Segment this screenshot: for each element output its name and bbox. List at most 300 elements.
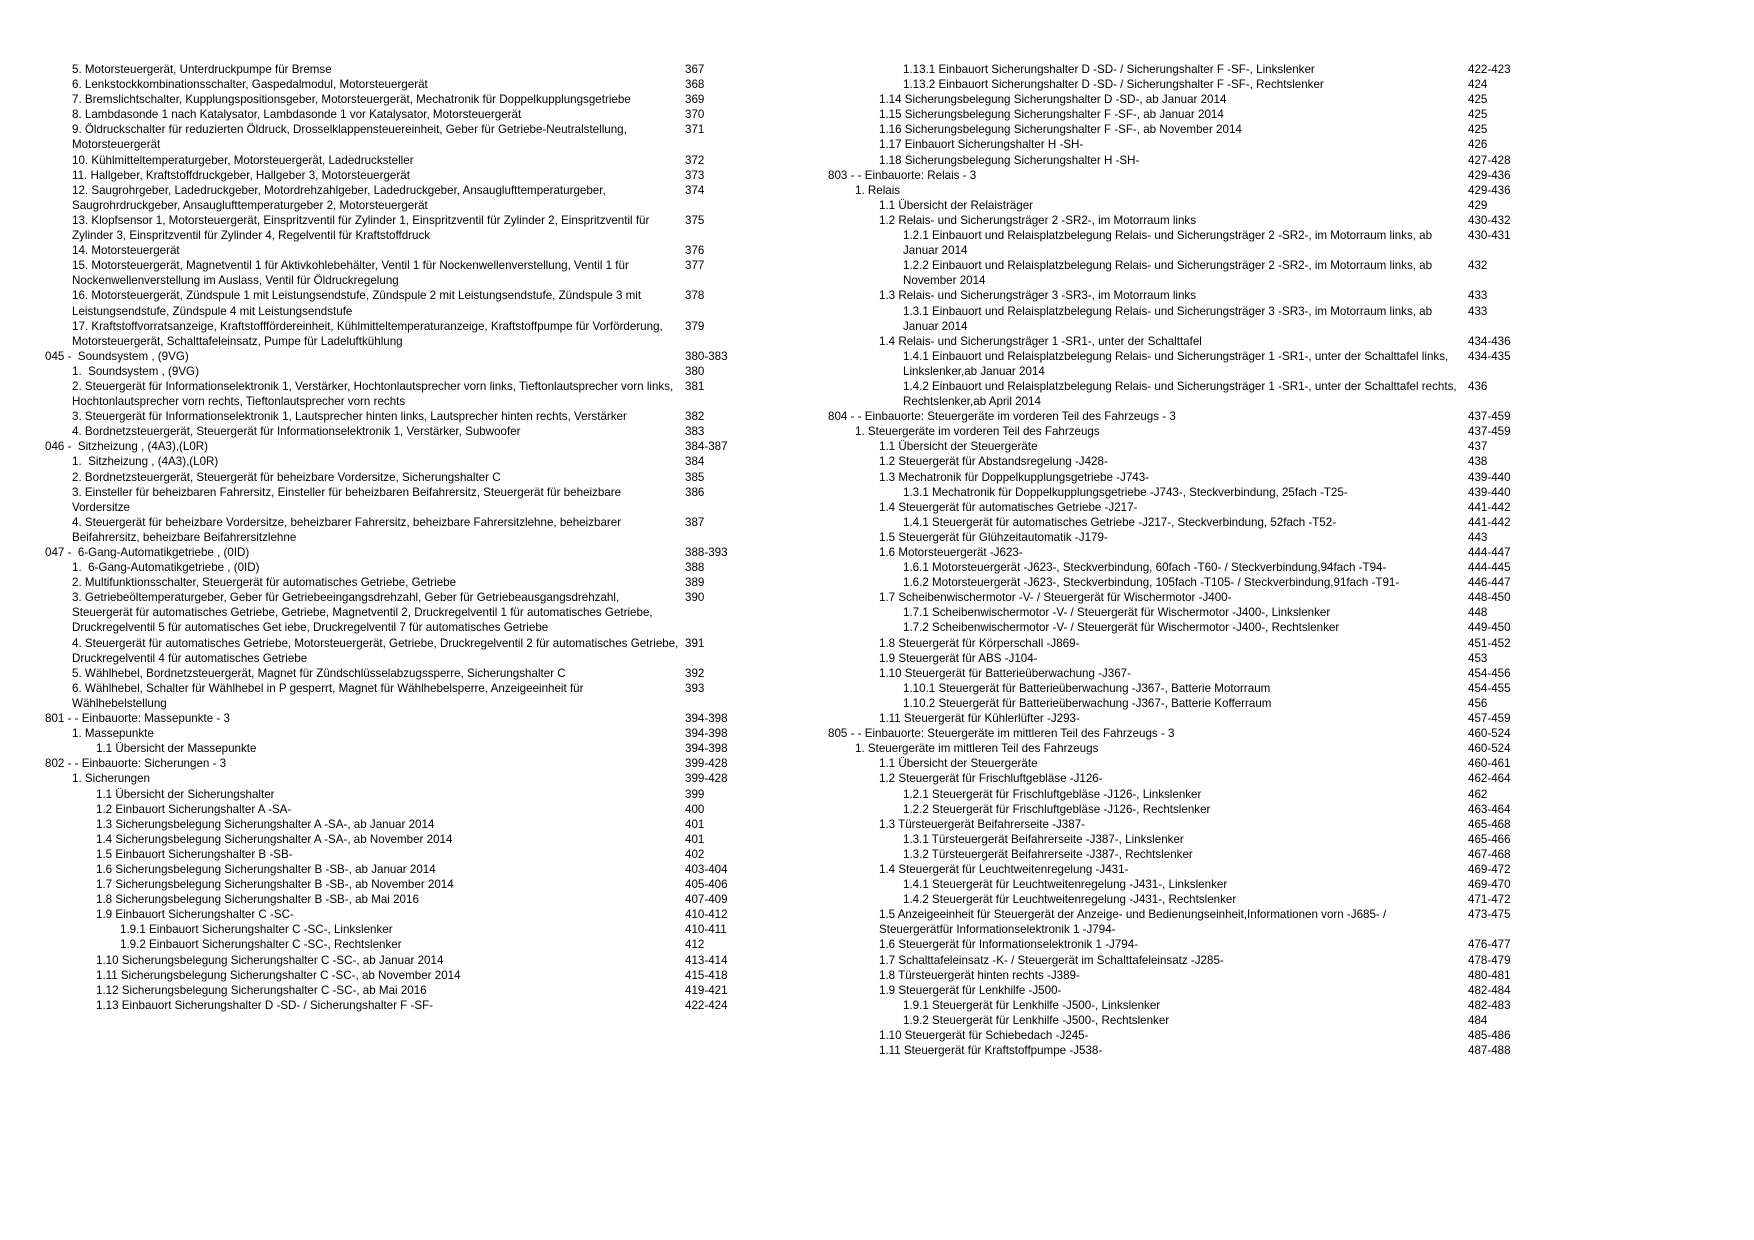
toc-entry [828,741,1528,756]
toc-entry [45,817,745,832]
toc-entry-text: 1.7 Scheibenwischermotor -V- / Steuergerät für Wischermotor -J400- [879,591,1232,605]
toc-entry-pages: 430-432 [1468,213,1511,227]
toc-entry-pages: 425 [1468,93,1488,107]
toc-entry-text: 1.8 Türsteuergerät hinten rechts -J389- [879,968,1080,982]
toc-entry-text: 801 - - Einbauorte: Massepunkte - 3 [45,712,230,726]
toc-entry-pages: 438 [1468,455,1488,469]
toc-entry-pages: 422-423 [1468,63,1511,76]
toc-entry-pages: 372 [685,153,705,167]
toc-entry-pages: 453 [1468,651,1488,665]
toc-entry-pages: 476-477 [1468,938,1511,952]
toc-entry [828,892,1528,907]
toc-entry [828,409,1528,424]
toc-entry [45,213,745,243]
toc-entry [45,862,745,877]
toc-entry [45,847,745,862]
toc-entry-text: 7. Bremslichtschalter, Kupplungspositionsgeber, Motorsteuergerät, Mechatronik für Doppelkupplungsgetriebe [72,93,631,107]
toc-entry-text: 803 - - Einbauorte: Relais - 3 [828,168,977,182]
toc-entry-pages: 436 [1468,379,1488,393]
toc-entry-pages: 482-483 [1468,998,1511,1012]
toc-entry-text: 1.3.1 Einbauort und Relaisplatzbelegung Relais- und Sicherungsträger 3 -SR3-, im Motorraum links, ab Januar 2014 [903,304,1436,333]
toc-entry-pages: 371 [685,123,705,137]
toc-entry [828,500,1528,515]
toc-entry [828,137,1528,152]
toc-entry-pages: 380 [685,364,705,378]
toc-entry-pages: 457-459 [1468,712,1511,726]
toc-entry-pages: 413-414 [685,953,728,967]
toc-entry-text: 1.11 Steuergerät für Kühlerlüfter -J293- [879,712,1080,726]
toc-entry-text: 6. Lenkstockkombinationsschalter, Gaspedalmodul, Motorsteuergerät [72,78,428,92]
toc-entry [45,379,745,409]
toc-entry-pages: 388-393 [685,546,728,559]
toc-entry-pages: 478-479 [1468,953,1511,967]
toc-entry [828,122,1528,137]
toc-entry-pages: 403-404 [685,862,728,876]
toc-entry [45,545,745,560]
toc-entry-text: 14. Motorsteuergerät [72,244,180,258]
toc-entry-pages: 369 [685,93,705,107]
toc-entry-pages: 444-445 [1468,561,1511,575]
toc-entry-text: 1.6 Steuergerät für Informationselektronik 1 -J794- [879,938,1139,952]
toc-entry-text: 1.2.2 Steuergerät für Frischluftgebläse -J126-, Rechtslenker [903,802,1211,816]
toc-entry-text: 1.7.1 Scheibenwischermotor -V- / Steuergerät für Wischermotor -J400-, Linkslenker [903,606,1331,620]
toc-entry-pages: 465-466 [1468,832,1511,846]
toc-entry-pages: 367 [685,63,705,76]
toc-entry-pages: 469-470 [1468,878,1511,892]
toc-entry [828,1028,1528,1043]
toc-entry-pages: 401 [685,832,705,846]
toc-entry-pages: 444-447 [1468,546,1511,559]
toc-entry-text: 1.2 Relais- und Sicherungsträger 2 -SR2-, im Motorraum links [879,213,1197,227]
toc-entry-pages: 485-486 [1468,1029,1511,1042]
toc-entry-pages: 384 [685,455,705,469]
toc-entry-pages: 390 [685,591,705,605]
toc-entry-text: 10. Kühlmitteltemperaturgeber, Motorsteuergerät, Ladedrucksteller [72,153,414,167]
toc-entry-text: 5. Wählhebel, Bordnetzsteuergerät, Magnet für Zündschlüsselabzugssperre, Sicherungshalter C [72,666,566,680]
toc-entry [828,696,1528,711]
toc-entry-text: 1. Steuergeräte im vorderen Teil des Fahrzeugs [855,425,1100,439]
toc-entry [828,907,1528,937]
toc-entry-text: 1.2.1 Einbauort und Relaisplatzbelegung Relais- und Sicherungsträger 2 -SR2-, im Motorraum links, ab Januar 2014 [903,229,1436,258]
toc-entry-text: 1.8 Sicherungsbelegung Sicherungshalter B -SB-, ab Mai 2016 [96,893,419,907]
toc-entry [828,998,1528,1013]
toc-entry-pages: 388 [685,561,705,575]
toc-entry-text: 13. Klopfsensor 1, Motorsteuergerät, Einspritzventil für Zylinder 1, Einspritzventil für Zylinder 2, Einspritzventil für Zylinder 3, Einspritzventil für Zylinder 4, Regelventil für Kraftstoffdruck [72,213,653,243]
toc-entry-pages: 449-450 [1468,621,1511,635]
toc-entry [45,349,745,364]
toc-entry-pages: 368 [685,78,705,92]
toc-entry [828,168,1528,183]
toc-entry [828,198,1528,213]
toc-entry-text: 1.7.2 Scheibenwischermotor -V- / Steuergerät für Wischermotor -J400-, Rechtslenker [903,621,1340,635]
toc-entry-text: 1.7 Schalttafeleinsatz -K- / Steuergerät im Schalttafeleinsatz -J285- [879,953,1224,967]
toc-entry-pages: 399-428 [685,772,728,786]
toc-entry [828,1013,1528,1028]
toc-entry [828,787,1528,802]
toc-entry-pages: 462 [1468,787,1488,801]
toc-entry-pages: 419-421 [685,983,728,997]
toc-entry [828,183,1528,198]
toc-entry-text: 1.16 Sicherungsbelegung Sicherungshalter F -SF-, ab November 2014 [879,123,1242,137]
toc-entry [828,334,1528,349]
toc-entry [45,409,745,424]
toc-entry-text: 8. Lambdasonde 1 nach Katalysator, Lambdasonde 1 vor Katalysator, Motorsteuergerät [72,108,522,122]
toc-entry [45,953,745,968]
toc-entry [45,711,745,726]
toc-entry-pages: 480-481 [1468,968,1511,982]
toc-entry-text: 1.7 Sicherungsbelegung Sicherungshalter B -SB-, ab November 2014 [96,878,454,892]
toc-entry-pages: 456 [1468,696,1488,710]
toc-entry-text: 6. Wählhebel, Schalter für Wählhebel in P gesperrt, Magnet für Wählhebelsperre, Anzeigeeinheit für Wählhebelstellung [72,681,587,710]
toc-entry [828,575,1528,590]
toc-entry [828,832,1528,847]
toc-entry-pages: 429-436 [1468,168,1511,182]
toc-entry-pages: 433 [1468,289,1488,303]
toc-entry-text: 1.10 Steuergerät für Batterieüberwachung -J367- [879,666,1131,680]
toc-entry-text: 2. Bordnetzsteuergerät, Steuergerät für beheizbare Vordersitze, Sicherungshalter C [72,470,501,484]
toc-entry-pages: 443 [1468,530,1488,544]
toc-entry-text: 1.2 Steuergerät für Abstandsregelung -J428- [879,455,1108,469]
toc-entry-pages: 385 [685,470,705,484]
toc-entry [45,470,745,485]
toc-entry-text: 1.4.1 Steuergerät für Leuchtweitenregelung -J431-, Linkslenker [903,878,1228,892]
toc-entry-text: 1.15 Sicherungsbelegung Sicherungshalter F -SF-, ab Januar 2014 [879,108,1224,122]
toc-entry [828,92,1528,107]
toc-entry-pages: 425 [1468,123,1488,137]
toc-entry-text: 2. Multifunktionsschalter, Steuergerät für automatisches Getriebe, Getriebe [72,576,457,590]
toc-entry-text: 1.2.2 Einbauort und Relaisplatzbelegung Relais- und Sicherungsträger 2 -SR2-, im Motorraum links, ab November 2014 [903,259,1436,288]
toc-entry-text: 12. Saugrohrgeber, Ladedruckgeber, Motordrehzahlgeber, Ladedruckgeber, Ansauglufttemperaturgeber, Saugrohrdruckgeber, Ansauglufttemperaturgeber 2, Motorsteuergerät [72,183,609,212]
toc-entry [828,288,1528,303]
toc-entry-pages: 462-464 [1468,772,1511,786]
toc-entry [828,636,1528,651]
toc-entry-text: 805 - - Einbauorte: Steuergeräte im mittleren Teil des Fahrzeugs - 3 [828,727,1175,741]
toc-entry-text: 1.9 Steuergerät für ABS -J104- [879,651,1038,665]
toc-entry [828,560,1528,575]
toc-entry-pages: 384-387 [685,440,728,454]
toc-entry-pages: 412 [685,938,705,952]
toc-entry-text: 1.1 Übersicht der Sicherungshalter [96,787,275,801]
toc-entry [828,545,1528,560]
toc-entry-pages: 378 [685,289,705,303]
toc-entry [828,77,1528,92]
toc-entry-pages: 422-424 [685,998,728,1012]
toc-entry-pages: 448-450 [1468,591,1511,605]
toc-entry [828,228,1528,258]
toc-entry-pages: 460-524 [1468,727,1511,741]
toc-entry [45,560,745,575]
toc-entry [45,439,745,454]
toc-entry [45,575,745,590]
toc-entry [45,756,745,771]
toc-entry-pages: 426 [1468,138,1488,152]
toc-entry-text: 1.3.2 Türsteuergerät Beifahrerseite -J387-, Rechtslenker [903,847,1193,861]
toc-entry-text: 1. Relais [855,183,901,197]
toc-entry-text: 1.6 Motorsteuergerät -J623- [879,546,1023,559]
toc-entry-pages: 407-409 [685,893,728,907]
toc-entry-pages: 465-468 [1468,817,1511,831]
toc-entry-text: 1.4 Relais- und Sicherungsträger 1 -SR1-, unter der Schalttafel [879,334,1202,348]
toc-entry [45,590,745,635]
toc-entry-pages: 370 [685,108,705,122]
toc-entry-text: 1.6 Sicherungsbelegung Sicherungshalter B -SB-, ab Januar 2014 [96,862,436,876]
toc-entry [45,892,745,907]
toc-entry [828,877,1528,892]
toc-entry [828,802,1528,817]
toc-entry [828,439,1528,454]
toc-entry [45,319,745,349]
toc-entry-text: 802 - - Einbauorte: Sicherungen - 3 [45,757,227,771]
toc-entry [45,741,745,756]
toc-entry-text: 4. Steuergerät für beheizbare Vordersitze, beheizbarer Fahrersitz, beheizbare Fahrersitzlehne, beheizbarer Beifahrersitz, beheizbare Beifahrersitzlehne [72,515,625,544]
toc-entry [828,454,1528,469]
toc-entry [45,998,745,1013]
toc-entry [828,651,1528,666]
toc-entry-pages: 387 [685,515,705,529]
toc-entry-pages: 454-456 [1468,666,1511,680]
toc-entry [828,107,1528,122]
toc-entry-text: 1.4.1 Einbauort und Relaisplatzbelegung Relais- und Sicherungsträger 1 -SR1-, unter der Schalttafel links, Linkslenker,ab Januar 2014 [903,349,1452,378]
toc-entry [828,756,1528,771]
toc-entry [45,787,745,802]
toc-entry-text: 1.1 Übersicht der Massepunkte [96,742,257,756]
toc-entry-text: 1. Soundsystem , (9VG) [72,364,199,378]
toc-entry-text: 046 - Sitzheizung , (4A3),(L0R) [45,440,209,454]
toc-entry [828,726,1528,741]
toc-entry-text: 1.11 Steuergerät für Kraftstoffpumpe -J538- [879,1044,1103,1058]
toc-entry-text: 1.4.2 Steuergerät für Leuchtweitenregelung -J431-, Rechtslenker [903,893,1237,907]
toc-entry-pages: 410-412 [685,908,728,922]
toc-entry-pages: 451-452 [1468,636,1511,650]
toc-entry-pages: 393 [685,681,705,695]
toc-entry [828,953,1528,968]
toc-entry-pages: 389 [685,576,705,590]
toc-entry-pages: 460-461 [1468,757,1511,771]
toc-entry [45,922,745,937]
toc-entry-text: 2. Steuergerät für Informationselektronik 1, Verstärker, Hochtonlautsprecher vorn links, Tieftonlautsprecher vorn links, Hochtonlautsprecher vorn rechts, Tieftonlautsprecher vorn rechts [72,379,677,409]
toc-entry [45,515,745,545]
toc-entry [45,153,745,168]
toc-entry [45,288,745,318]
toc-entry-pages: 441-442 [1468,515,1511,529]
toc-entry [828,620,1528,635]
toc-entry-pages: 437-459 [1468,425,1511,439]
toc-entry [45,107,745,122]
toc-entry-pages: 424 [1468,78,1488,92]
toc-entry-text: 16. Motorsteuergerät, Zündspule 1 mit Leistungsendstufe, Zündspule 2 mit Leistungsendstufe, Zündspule 3 mit Leistungsendstufe, Zündspule 4 mit Leistungsendstufe [72,289,645,318]
toc-entry-pages: 405-406 [685,878,728,892]
toc-entry-text: 1.8 Steuergerät für Körperschall -J869- [879,636,1080,650]
toc-entry-text: 1.14 Sicherungsbelegung Sicherungshalter D -SD-, ab Januar 2014 [879,93,1227,107]
toc-entry-text: 3. Steuergerät für Informationselektronik 1, Lautsprecher hinten links, Lautsprecher hinten rechts, Verstärker [72,410,627,424]
toc-entry-text: 1.3 Sicherungsbelegung Sicherungshalter A -SA-, ab Januar 2014 [96,817,435,831]
toc-entry [828,771,1528,786]
toc-entry-pages: 471-472 [1468,893,1511,907]
toc-entry-pages: 454-455 [1468,681,1511,695]
toc-entry [828,817,1528,832]
toc-entry-pages: 400 [685,802,705,816]
toc-entry-pages: 399-428 [685,757,728,771]
toc-entry [45,62,745,77]
toc-entry-pages: 434-436 [1468,334,1511,348]
toc-entry [828,666,1528,681]
toc-entry-pages: 441-442 [1468,500,1511,514]
toc-entry-text: 1.1 Übersicht der Steuergeräte [879,440,1038,454]
toc-entry-pages: 386 [685,485,705,499]
toc-entry [828,1043,1528,1058]
toc-entry [45,243,745,258]
toc-entry-text: 9. Öldruckschalter für reduzierten Öldruck, Drosselklappensteuereinheit, Geber für Getriebe-Neutralstellung, Motorsteuergerät [72,123,631,152]
toc-entry-text: 3. Getriebeöltemperaturgeber, Geber für Getriebeeingangsdrehzahl, Geber für Getriebeausgangsdrehzahl, Steuergerät für automatisches Getriebe, Getriebe, Magnetventil 2, Druckregelventil 1 für automatisches Getriebe, Druckregelventil 5 für automatisches Get iebe, Druckregelventil 7 für automatisches Getriebe [72,591,656,635]
toc-entry [828,862,1528,877]
toc-entry-pages: 439-440 [1468,470,1511,484]
toc-entry-pages: 432 [1468,259,1488,273]
toc-entry [828,937,1528,952]
toc-entry-pages: 394-398 [685,727,728,741]
toc-entry-text: 1.9.1 Einbauort Sicherungshalter C -SC-, Linkslenker [120,923,393,937]
toc-entry-text: 047 - 6-Gang-Automatikgetriebe , (0ID) [45,546,250,559]
toc-entry-text: 1.1 Übersicht der Steuergeräte [879,757,1038,771]
toc-entry [45,681,745,711]
toc-entry-pages: 373 [685,168,705,182]
toc-entry-pages: 379 [685,319,705,333]
toc-entry [45,77,745,92]
toc-entry-text: 1.13.1 Einbauort Sicherungshalter D -SD- / Sicherungshalter F -SF-, Linkslenker [903,63,1315,76]
toc-entry-text: 15. Motorsteuergerät, Magnetventil 1 für Aktivkohlebehälter, Ventil 1 für Nockenwellenverstellung, Ventil 1 für Nockenwellenverstellung im Auslass, Ventil für Öldruckregelung [72,259,633,288]
toc-entry-pages: 460-524 [1468,742,1511,756]
toc-entry-pages: 473-475 [1468,908,1511,922]
toc-entry [828,983,1528,998]
toc-entry [828,349,1528,379]
toc-entry-text: 1.18 Sicherungsbelegung Sicherungshalter H -SH- [879,153,1140,167]
toc-entry-text: 1.2.1 Steuergerät für Frischluftgebläse -J126-, Linkslenker [903,787,1202,801]
toc-entry-text: 1.13.2 Einbauort Sicherungshalter D -SD- / Sicherungshalter F -SF-, Rechtslenker [903,78,1324,92]
toc-entry-text: 1.5 Einbauort Sicherungshalter B -SB- [96,847,293,861]
toc-entry [45,937,745,952]
toc-entry-text: 1.6.1 Motorsteuergerät -J623-, Steckverbindung, 60fach -T60- / Steckverbindung,94fach -T94- [903,561,1387,575]
toc-entry-text: 1. Steuergeräte im mittleren Teil des Fahrzeugs [855,742,1099,756]
toc-entry-pages: 402 [685,847,705,861]
toc-entry-pages: 434-435 [1468,349,1511,363]
toc-entry-pages: 376 [685,244,705,258]
toc-entry-text: 1.4 Steuergerät für automatisches Getriebe -J217- [879,500,1138,514]
toc-entry-pages: 375 [685,213,705,227]
toc-entry-pages: 392 [685,666,705,680]
toc-entry [828,968,1528,983]
toc-entry-text: 1.9.2 Steuergerät für Lenkhilfe -J500-, Rechtslenker [903,1013,1170,1027]
toc-entry [828,530,1528,545]
toc-entry [828,153,1528,168]
toc-entry [45,832,745,847]
toc-entry-text: 1.10 Steuergerät für Schiebedach -J245- [879,1029,1089,1042]
toc-entry [828,590,1528,605]
toc-entry-text: 11. Hallgeber, Kraftstoffdruckgeber, Hallgeber 3, Motorsteuergerät [72,168,410,182]
toc-entry [45,454,745,469]
toc-entry-pages: 427-428 [1468,153,1511,167]
toc-entry [45,636,745,666]
toc-entry-pages: 380-383 [685,349,728,363]
toc-entry-pages: 467-468 [1468,847,1511,861]
toc-entry-pages: 429 [1468,198,1488,212]
toc-entry-text: 1.2 Einbauort Sicherungshalter A -SA- [96,802,292,816]
toc-entry [828,485,1528,500]
toc-entry-pages: 437-459 [1468,410,1511,424]
toc-entry [45,258,745,288]
toc-entry-text: 1.9 Einbauort Sicherungshalter C -SC- [96,908,294,922]
toc-entry-text: 1.10 Sicherungsbelegung Sicherungshalter C -SC-, ab Januar 2014 [96,953,444,967]
toc-entry-text: 1.6.2 Motorsteuergerät -J623-, Steckverbindung, 105fach -T105- / Steckverbindung,91fach -T91- [903,576,1400,590]
toc-entry-pages: 399 [685,787,705,801]
toc-entry-text: 804 - - Einbauorte: Steuergeräte im vorderen Teil des Fahrzeugs - 3 [828,410,1176,424]
toc-entry [45,666,745,681]
toc-entry [45,92,745,107]
toc-entry-pages: 439-440 [1468,485,1511,499]
toc-entry-text: 1.17 Einbauort Sicherungshalter H -SH- [879,138,1084,152]
toc-entry [828,304,1528,334]
toc-entry [828,424,1528,439]
toc-entry [45,968,745,983]
toc-entry-text: 1.3 Relais- und Sicherungsträger 3 -SR3-, im Motorraum links [879,289,1197,303]
toc-entry-text: 1.13 Einbauort Sicherungshalter D -SD- / Sicherungshalter F -SF- [96,998,434,1012]
toc-entry [45,364,745,379]
toc-entry-text: 1. Massepunkte [72,727,154,741]
toc-entry-text: 1.5 Anzeigeeinheit für Steuergerät der Anzeige- und Bedienungseinheit,Informationen vorn -J685- / Steuergerätfür Informationselektronik 1 -J794- [879,908,1390,937]
toc-entry [828,711,1528,726]
toc-entry-pages: 374 [685,183,705,197]
toc-entry-text: 1.3.1 Mechatronik für Doppelkupplungsgetriebe -J743-, Steckverbindung, 25fach -T25- [903,485,1348,499]
toc-entry [828,515,1528,530]
toc-entry [45,726,745,741]
toc-entry [45,485,745,515]
toc-entry-text: 5. Motorsteuergerät, Unterdruckpumpe für Bremse [72,63,332,76]
toc-entry-pages: 425 [1468,108,1488,122]
toc-entry-pages: 487-488 [1468,1044,1511,1058]
toc-entry-text: 1.3 Mechatronik für Doppelkupplungsgetriebe -J743- [879,470,1150,484]
toc-column-left [45,62,745,1013]
toc-entry-text: 1. Sicherungen [72,772,150,786]
toc-entry-pages: 394-398 [685,712,728,726]
toc-entry-text: 1.12 Sicherungsbelegung Sicherungshalter C -SC-, ab Mai 2016 [96,983,427,997]
toc-entry-text: 1.5 Steuergerät für Glühzeitautomatik -J179- [879,530,1108,544]
toc-entry-pages: 448 [1468,606,1488,620]
toc-entry-pages: 394-398 [685,742,728,756]
toc-entry-pages: 391 [685,636,705,650]
toc-entry [828,605,1528,620]
toc-entry-pages: 429-436 [1468,183,1511,197]
toc-entry-text: 1. Sitzheizung , (4A3),(L0R) [72,455,219,469]
toc-entry-text: 1.2 Steuergerät für Frischluftgebläse -J126- [879,772,1103,786]
toc-entry [828,470,1528,485]
toc-entry [45,424,745,439]
toc-entry-text: 1.11 Sicherungsbelegung Sicherungshalter C -SC-, ab November 2014 [96,968,461,982]
toc-entry-pages: 401 [685,817,705,831]
toc-entry-text: 1.4.1 Steuergerät für automatisches Getriebe -J217-, Steckverbindung, 52fach -T52- [903,515,1337,529]
toc-entry-pages: 377 [685,259,705,273]
toc-entry [45,907,745,922]
toc-entry-text: 1. 6-Gang-Automatikgetriebe , (0ID) [72,561,260,575]
toc-entry [828,62,1528,77]
toc-entry [828,681,1528,696]
toc-entry-pages: 463-464 [1468,802,1511,816]
toc-entry-text: 4. Steuergerät für automatisches Getriebe, Motorsteuergerät, Getriebe, Druckregelventil 2 für automatisches Getriebe, Druckregelventil 4 für automatisches Getriebe [72,636,682,665]
toc-entry [45,802,745,817]
toc-entry-pages: 430-431 [1468,229,1511,243]
toc-entry [828,379,1528,409]
toc-entry-pages: 469-472 [1468,862,1511,876]
toc-entry [45,183,745,213]
toc-entry-pages: 415-418 [685,968,728,982]
toc-entry-text: 1.9.1 Steuergerät für Lenkhilfe -J500-, Linkslenker [903,998,1161,1012]
